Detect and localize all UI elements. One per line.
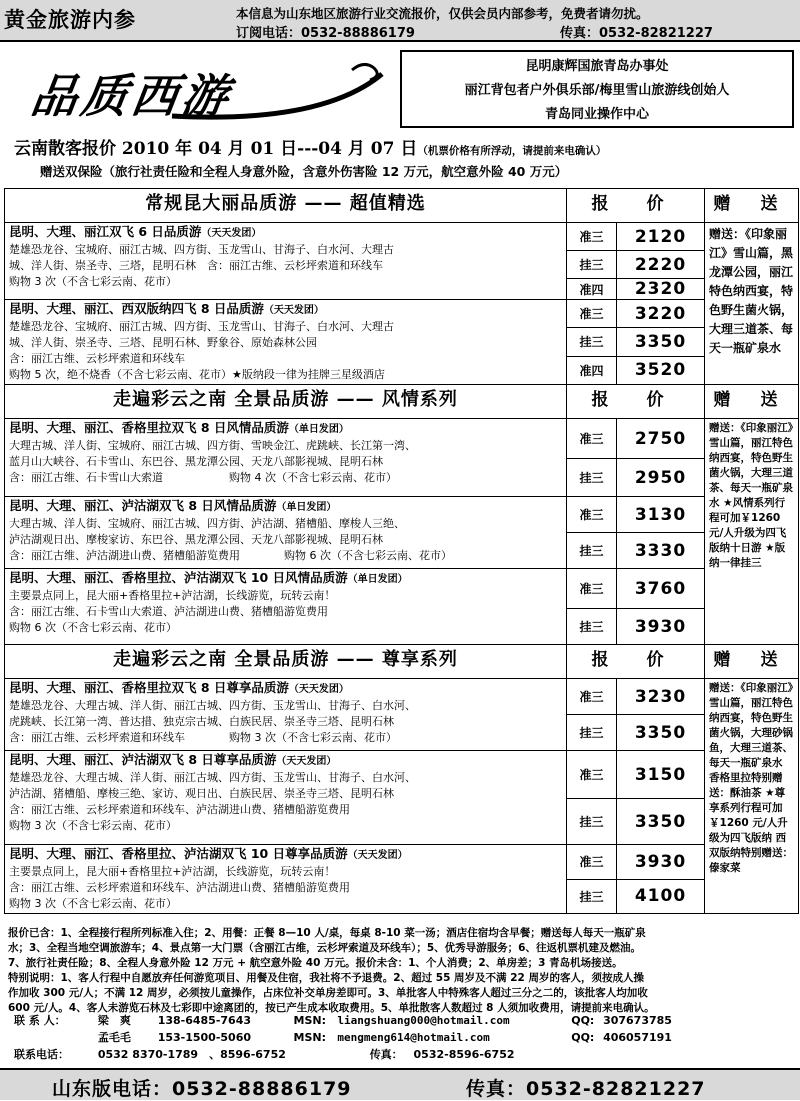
section-title: 常规昆大丽品质游 —— 超值精选 (5, 189, 567, 223)
gift-col-header: 赠 送 (705, 189, 799, 223)
price-value: 3350 (617, 715, 705, 751)
price-value: 3230 (617, 679, 705, 715)
price-col-header: 报 价 (567, 189, 705, 223)
section-header (5, 645, 799, 679)
grade-label: 准三 (567, 419, 617, 459)
email-link[interactable]: mengmeng614@hotmail.com (337, 1031, 490, 1044)
grade-label: 准四 (567, 279, 617, 300)
grade-label: 挂三 (567, 328, 617, 356)
header-fax: 传真：0532-82821227 (560, 26, 713, 41)
section-header (5, 385, 799, 419)
grade-label: 挂三 (567, 879, 617, 914)
price-col-header: 报 价 (567, 385, 705, 419)
route-block: 昆明、大理、丽江、香格里拉双飞 8 日风情品质游（单日发团） 大理古城、洋人街、宝城府、丽江古城、四方街、雪映金江、虎跳峡、长江第一湾、 蓝月山大峡谷、石卡雪山、东巴谷、黑龙潭公园、天龙八部影视城、昆明石林 含：丽江古维、石卡雪山大索道 购物 4 次（不含七彩云南、花市） (5, 419, 567, 497)
header-notice: 本信息为山东地区旅游行业交流报价，仅供会员内部参考，免费者请勿扰。 (236, 6, 649, 21)
price-value: 2220 (617, 251, 705, 279)
price-value: 2750 (617, 419, 705, 459)
route-block: 昆明、大理、丽江、香格里拉、泸沽湖双飞 10 日尊享品质游（天天发团） 主要景点同上，昆大丽+香格里拉+泸沽湖，长线游览，玩转云南！ 含：丽江古维、云杉坪索道和环线车、泸沽湖进山费、猪槽船游览费用 购物 3 次（不含七彩云南、花市） (5, 845, 567, 914)
price-value: 3760 (617, 569, 705, 609)
gift-col-header: 赠 送 (705, 385, 799, 419)
section-title: 走遍彩云之南 全景品质游 —— 风情系列 (5, 385, 567, 419)
gift-cell: 赠送：《印象丽江》雪山篇，黑龙潭公园，丽江特色纳西宴，特色野生菌火锅，大理三道茶、每天一瓶矿泉水 (705, 223, 799, 385)
price-value: 2320 (617, 279, 705, 300)
grade-label: 准三 (567, 569, 617, 609)
footer-bar (0, 1068, 800, 1100)
grade-label: 挂三 (567, 459, 617, 497)
price-value: 3350 (617, 799, 705, 845)
route-block: 昆明、大理、丽江双飞 6 日品质游（天天发团） 楚雄恐龙谷、宝城府、丽江古城、四方街、玉龙雪山、甘海子、白水河、大理古 城、洋人街、崇圣寺、三塔，昆明石林 含：丽江古维、云杉坪索道和环线车 购物 3 次（不含七彩云南、花市） (5, 223, 567, 300)
org-box (400, 50, 794, 128)
footer-tel: 山东版电话：0532-88886179 (52, 1078, 352, 1100)
grade-label: 准三 (567, 845, 617, 880)
price-note: （机票价格有所浮动，请提前来电确认） (417, 145, 607, 157)
org-line-3: 青岛同业操作中心 (544, 107, 649, 122)
grade-label: 挂三 (567, 799, 617, 845)
insurance-line: 赠送双保险（旅行社责任险和全程人身意外险，含意外伤害险 12 万元，航空意外险 40 万元） (40, 164, 568, 179)
org-line-1: 昆明康辉国旅青岛办事处 (525, 59, 669, 74)
grade-label: 准三 (567, 300, 617, 328)
price-value: 3930 (617, 845, 705, 880)
route-block: 昆明、大理、丽江、香格里拉、泸沽湖双飞 10 日风情品质游（单日发团） 主要景点同上，昆大丽+香格里拉+泸沽湖，长线游览，玩转云南！ 含：丽江古维、石卡雪山大索道、泸沽湖进山费、猪槽船游览费用 购物 6 次（不含七彩云南、花市） (5, 569, 567, 645)
email-link[interactable]: liangshuang000@hotmail.com (337, 1014, 510, 1027)
top-header (0, 0, 800, 42)
grade-label: 准三 (567, 497, 617, 533)
contacts: 联 系 人： 梁 爽 138-6485-7643 MSN: liangshuang000@hotmail.com QQ: 307673785 孟毛毛 153-1500-5060 MSN: mengmeng614@hotmail.com QQ: 406057191 联系电话： 0532 8370-1789 、8596-6752 传真： 0532-8596-6752 (14, 1014, 672, 1061)
section-header (5, 189, 799, 223)
grade-label: 准三 (567, 223, 617, 251)
price-notes: 报价已含：1、全程接行程所列标准入住；2、用餐：正餐 8—10 人/桌，每桌 8-10 菜一汤；酒店住宿均含早餐；赠送每人每天一瓶矿泉 水；3、全程当地空调旅游车；4、景点第一大门票（含丽江古维，云杉坪索道及环线车）；5、优秀导游服务；6、往返机票机建及燃油。 7、旅行社责任险；8、全程人身意外险 12 万元 + 航空意外险 40 万元。报价未含：1、个人消费；2、单房差；3 青岛机场接送。 特别说明：1、客人行程中自愿放弃任何游览项目、用餐及住宿，我社将不予退费。2、超过 55 周岁及不满 22 周岁的客人，须按成人操 作加收 300 元/人；不满 12 周岁，必须按儿童操作，占床位补交单房差即可。3、单批客人中特殊客人超过三分之二的，该批客人均加收 600 元/人。4、客人未游览石林及七彩即中途离团的，按已产生成本收取费用。5、单批散客人数超过 8 人须加收费用，请提前来电确认。 (8, 927, 655, 1014)
price-table (4, 188, 799, 914)
logo-text: 品质西游 (27, 69, 236, 123)
grade-label: 挂三 (567, 533, 617, 569)
price-value: 2120 (617, 223, 705, 251)
footer-fax: 传真：0532-82821227 (466, 1078, 706, 1100)
gift-cell: 赠送：《印象丽江》雪山篇，丽江特色纳西宴，特色野生菌火锅，大理砂锅鱼，大理三道茶、每天一瓶矿泉水 香格里拉特别赠送：酥油茶 ★尊享系列行程可加￥1260 元/人升级为四飞版纳 西双版纳特别赠送：傣家菜 (705, 679, 799, 914)
grade-label: 挂三 (567, 251, 617, 279)
price-value: 3520 (617, 356, 705, 384)
price-col-header: 报 价 (567, 645, 705, 679)
price-value: 3130 (617, 497, 705, 533)
price-value: 3350 (617, 328, 705, 356)
grade-label: 准三 (567, 751, 617, 799)
brand-title: 黄金旅游内参 (4, 8, 136, 32)
price-value: 4100 (617, 879, 705, 914)
logo (22, 54, 402, 124)
price-value: 3220 (617, 300, 705, 328)
grade-label: 挂三 (567, 609, 617, 645)
grade-label: 准三 (567, 679, 617, 715)
route-block: 昆明、大理、丽江、香格里拉双飞 8 日尊享品质游（天天发团） 楚雄恐龙谷、大理古城、洋人街、丽江古城、四方街、玉龙雪山、甘海子、白水河、 虎跳峡、长江第一湾、普达措、独克宗古城、白族民居、崇圣寺三塔、昆明石林 含：丽江古维、云杉坪索道和环线车 购物 3 次（不含七彩云南、花市） (5, 679, 567, 751)
grade-label: 准四 (567, 356, 617, 384)
price-value: 3930 (617, 609, 705, 645)
subscribe-tel: 订阅电话：0532-88886179 (236, 26, 415, 41)
grade-label: 挂三 (567, 715, 617, 751)
gift-cell: 赠送：《印象丽江》雪山篇，丽江特色纳西宴，特色野生菌火锅，大理三道茶、每天一瓶矿泉水 ★风情系列行程可加￥1260 元/人升级为四飞版纳十日游 ★版纳一律挂三 (705, 419, 799, 645)
price-value: 3150 (617, 751, 705, 799)
date-range: 云南散客报价 2010 年 04 月 01 日---04 月 07 日（机票价格有所浮动，请提前来电确认） (14, 139, 607, 159)
org-line-2: 丽江背包者户外俱乐部/梅里雪山旅游线创始人 (464, 83, 730, 98)
gift-col-header: 赠 送 (705, 645, 799, 679)
section-title: 走遍彩云之南 全景品质游 —— 尊享系列 (5, 645, 567, 679)
price-value: 2950 (617, 459, 705, 497)
route-block: 昆明、大理、丽江、西双版纳四飞 8 日品质游（天天发团） 楚雄恐龙谷、宝城府、丽江古城、四方街、玉龙雪山、甘海子、白水河、大理古 城、洋人街、崇圣寺、三塔、昆明石林、野象谷、原始森林公园 含：丽江古维、云杉坪索道和环线车 购物 5 次，绝不烧香（不含七彩云南、花市）★版纳段一律为挂牌三星级酒店 (5, 300, 567, 385)
route-block: 昆明、大理、丽江、泸沽湖双飞 8 日尊享品质游（天天发团） 楚雄恐龙谷、大理古城、洋人街、丽江古城、四方街、玉龙雪山、甘海子、白水河、 泸沽湖、猪槽船、摩梭三绝、家访、观日出、白族民居、崇圣寺三塔、昆明石林 含：丽江古维、云杉坪索道和环线车、泸沽湖进山费、猪槽船游览费用 购物 3 次（不含七彩云南、花市） (5, 751, 567, 845)
price-value: 3330 (617, 533, 705, 569)
route-block: 昆明、大理、丽江、泸沽湖双飞 8 日风情品质游（单日发团） 大理古城、洋人街、宝城府、丽江古城、四方街、泸沽湖、猪槽船、摩梭人三绝、 泸沽湖观日出、摩梭家访、东巴谷、黑龙潭公园、天龙八部影视城、昆明石林 含：丽江古维、泸沽湖进山费、猪槽船游览费用 购物 6 次（不含七彩云南、花市） (5, 497, 567, 569)
